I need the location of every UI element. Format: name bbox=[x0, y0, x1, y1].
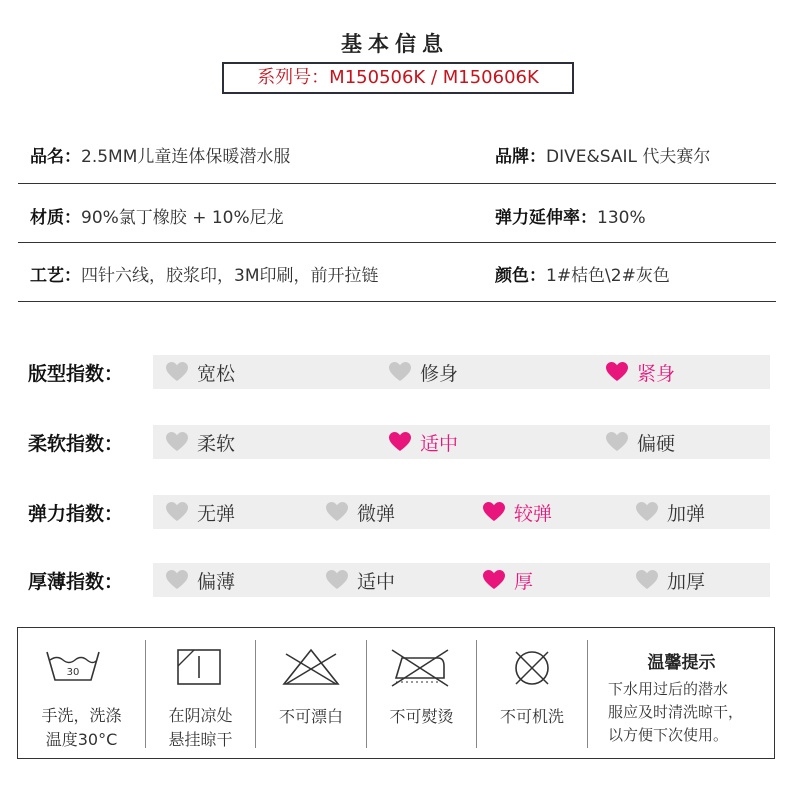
color bbox=[495, 261, 670, 286]
wash-temp-text: 30 bbox=[66, 667, 80, 678]
heart-icon bbox=[166, 502, 188, 522]
care-divider bbox=[476, 640, 477, 748]
care-label-no-bleach: 不可漂白 bbox=[278, 707, 343, 726]
index-option-label: 适中 bbox=[357, 570, 396, 593]
heart-icon bbox=[166, 432, 188, 452]
heart-icon bbox=[389, 432, 411, 452]
tip-line: 服应及时清洗晾干， bbox=[608, 703, 744, 721]
heart-icon bbox=[166, 362, 188, 382]
index-option-label: 较弹 bbox=[514, 502, 553, 525]
index-option bbox=[636, 563, 705, 597]
care-label-no-machine-wash: 不可机洗 bbox=[499, 707, 564, 726]
heart-icon bbox=[606, 432, 628, 452]
series-number-box: 系列号：M150506K / M150606K bbox=[222, 62, 574, 94]
elasticity-label: 弹力延伸率： bbox=[495, 208, 597, 228]
index-option-selected bbox=[606, 355, 675, 389]
heart-icon bbox=[483, 502, 505, 522]
heart-icon bbox=[326, 570, 348, 590]
care-label-line: 温度30°C bbox=[45, 730, 118, 749]
index-option bbox=[326, 495, 395, 529]
index-option-label: 偏薄 bbox=[197, 570, 236, 593]
index-row-label: 柔软指数： bbox=[28, 433, 124, 455]
care-label-line: 悬挂晾干 bbox=[168, 730, 233, 749]
heart-icon bbox=[636, 570, 658, 590]
brand bbox=[495, 142, 710, 167]
index-option bbox=[166, 495, 235, 529]
index-option bbox=[389, 355, 458, 389]
color-label: 颜色： bbox=[495, 266, 546, 286]
index-option bbox=[166, 355, 235, 389]
index-option-label: 无弹 bbox=[197, 502, 236, 525]
craft-value: 四针六线，胶浆印，3M印刷，前开拉链 bbox=[81, 266, 379, 286]
index-option bbox=[606, 425, 675, 459]
index-option-label: 厚 bbox=[514, 570, 534, 593]
index-option-label: 紧身 bbox=[637, 362, 676, 385]
care-divider bbox=[366, 640, 367, 748]
care-divider bbox=[255, 640, 256, 748]
material bbox=[30, 203, 284, 228]
hand-wash-icon bbox=[45, 648, 101, 684]
index-option bbox=[166, 425, 235, 459]
tip-title: 温馨提示 bbox=[647, 653, 716, 673]
material-value: 90%氯丁橡胶 + 10%尼龙 bbox=[81, 208, 284, 228]
care-label-no-iron: 不可熨烫 bbox=[389, 707, 454, 726]
index-option-label: 微弹 bbox=[357, 502, 396, 525]
heart-icon bbox=[166, 570, 188, 590]
color-value: 1#桔色\2#灰色 bbox=[546, 266, 670, 286]
index-option bbox=[166, 563, 235, 597]
heart-icon bbox=[389, 362, 411, 382]
index-option-label: 修身 bbox=[420, 362, 459, 385]
index-row-label: 版型指数： bbox=[28, 363, 124, 385]
product-name-value: 2.5MM儿童连体保暖潜水服 bbox=[81, 147, 291, 167]
index-option-label: 宽松 bbox=[197, 362, 236, 385]
heart-icon bbox=[326, 502, 348, 522]
divider bbox=[18, 301, 776, 302]
heart-icon bbox=[483, 570, 505, 590]
elasticity-value: 130% bbox=[597, 208, 646, 228]
index-option-selected bbox=[483, 495, 552, 529]
care-label-line-dry bbox=[146, 704, 255, 752]
brand-value: DIVE&SAIL 代夫赛尔 bbox=[546, 147, 711, 167]
no-bleach-icon bbox=[280, 646, 342, 688]
index-option-label: 加弹 bbox=[667, 502, 706, 525]
index-option-selected bbox=[483, 563, 533, 597]
index-option bbox=[326, 563, 395, 597]
index-scale-bar bbox=[153, 355, 770, 389]
index-option bbox=[636, 495, 705, 529]
no-iron-icon bbox=[388, 646, 452, 688]
index-option-label: 适中 bbox=[420, 432, 459, 455]
tip-line: 下水用过后的潜水 bbox=[608, 680, 729, 698]
tip-body bbox=[608, 678, 773, 747]
care-label-line: 手洗，洗涤 bbox=[41, 706, 122, 725]
index-scale-bar bbox=[153, 425, 770, 459]
tip-line: 以方便下次使用。 bbox=[608, 726, 729, 744]
care-label-line: 在阴凉处 bbox=[168, 706, 233, 725]
index-option-label: 柔软 bbox=[197, 432, 236, 455]
heart-icon bbox=[636, 502, 658, 522]
index-option-label: 加厚 bbox=[667, 570, 706, 593]
heart-icon bbox=[606, 362, 628, 382]
divider bbox=[18, 183, 776, 184]
brand-label: 品牌： bbox=[495, 147, 546, 167]
product-name-label: 品名： bbox=[30, 147, 81, 167]
index-option-selected bbox=[389, 425, 458, 459]
line-dry-shade-icon bbox=[176, 648, 222, 686]
elasticity bbox=[495, 203, 646, 228]
divider bbox=[18, 242, 776, 243]
page-title: 基本信息 bbox=[341, 32, 449, 56]
care-label-hand-wash bbox=[18, 704, 145, 752]
material-label: 材质： bbox=[30, 208, 81, 228]
index-option-label: 偏硬 bbox=[637, 432, 676, 455]
craft-label: 工艺： bbox=[30, 266, 81, 286]
index-row-label: 弹力指数： bbox=[28, 503, 124, 525]
craft bbox=[30, 261, 378, 286]
no-machine-wash-icon bbox=[510, 648, 554, 688]
index-row-label: 厚薄指数： bbox=[28, 571, 124, 593]
product-name bbox=[30, 142, 290, 167]
